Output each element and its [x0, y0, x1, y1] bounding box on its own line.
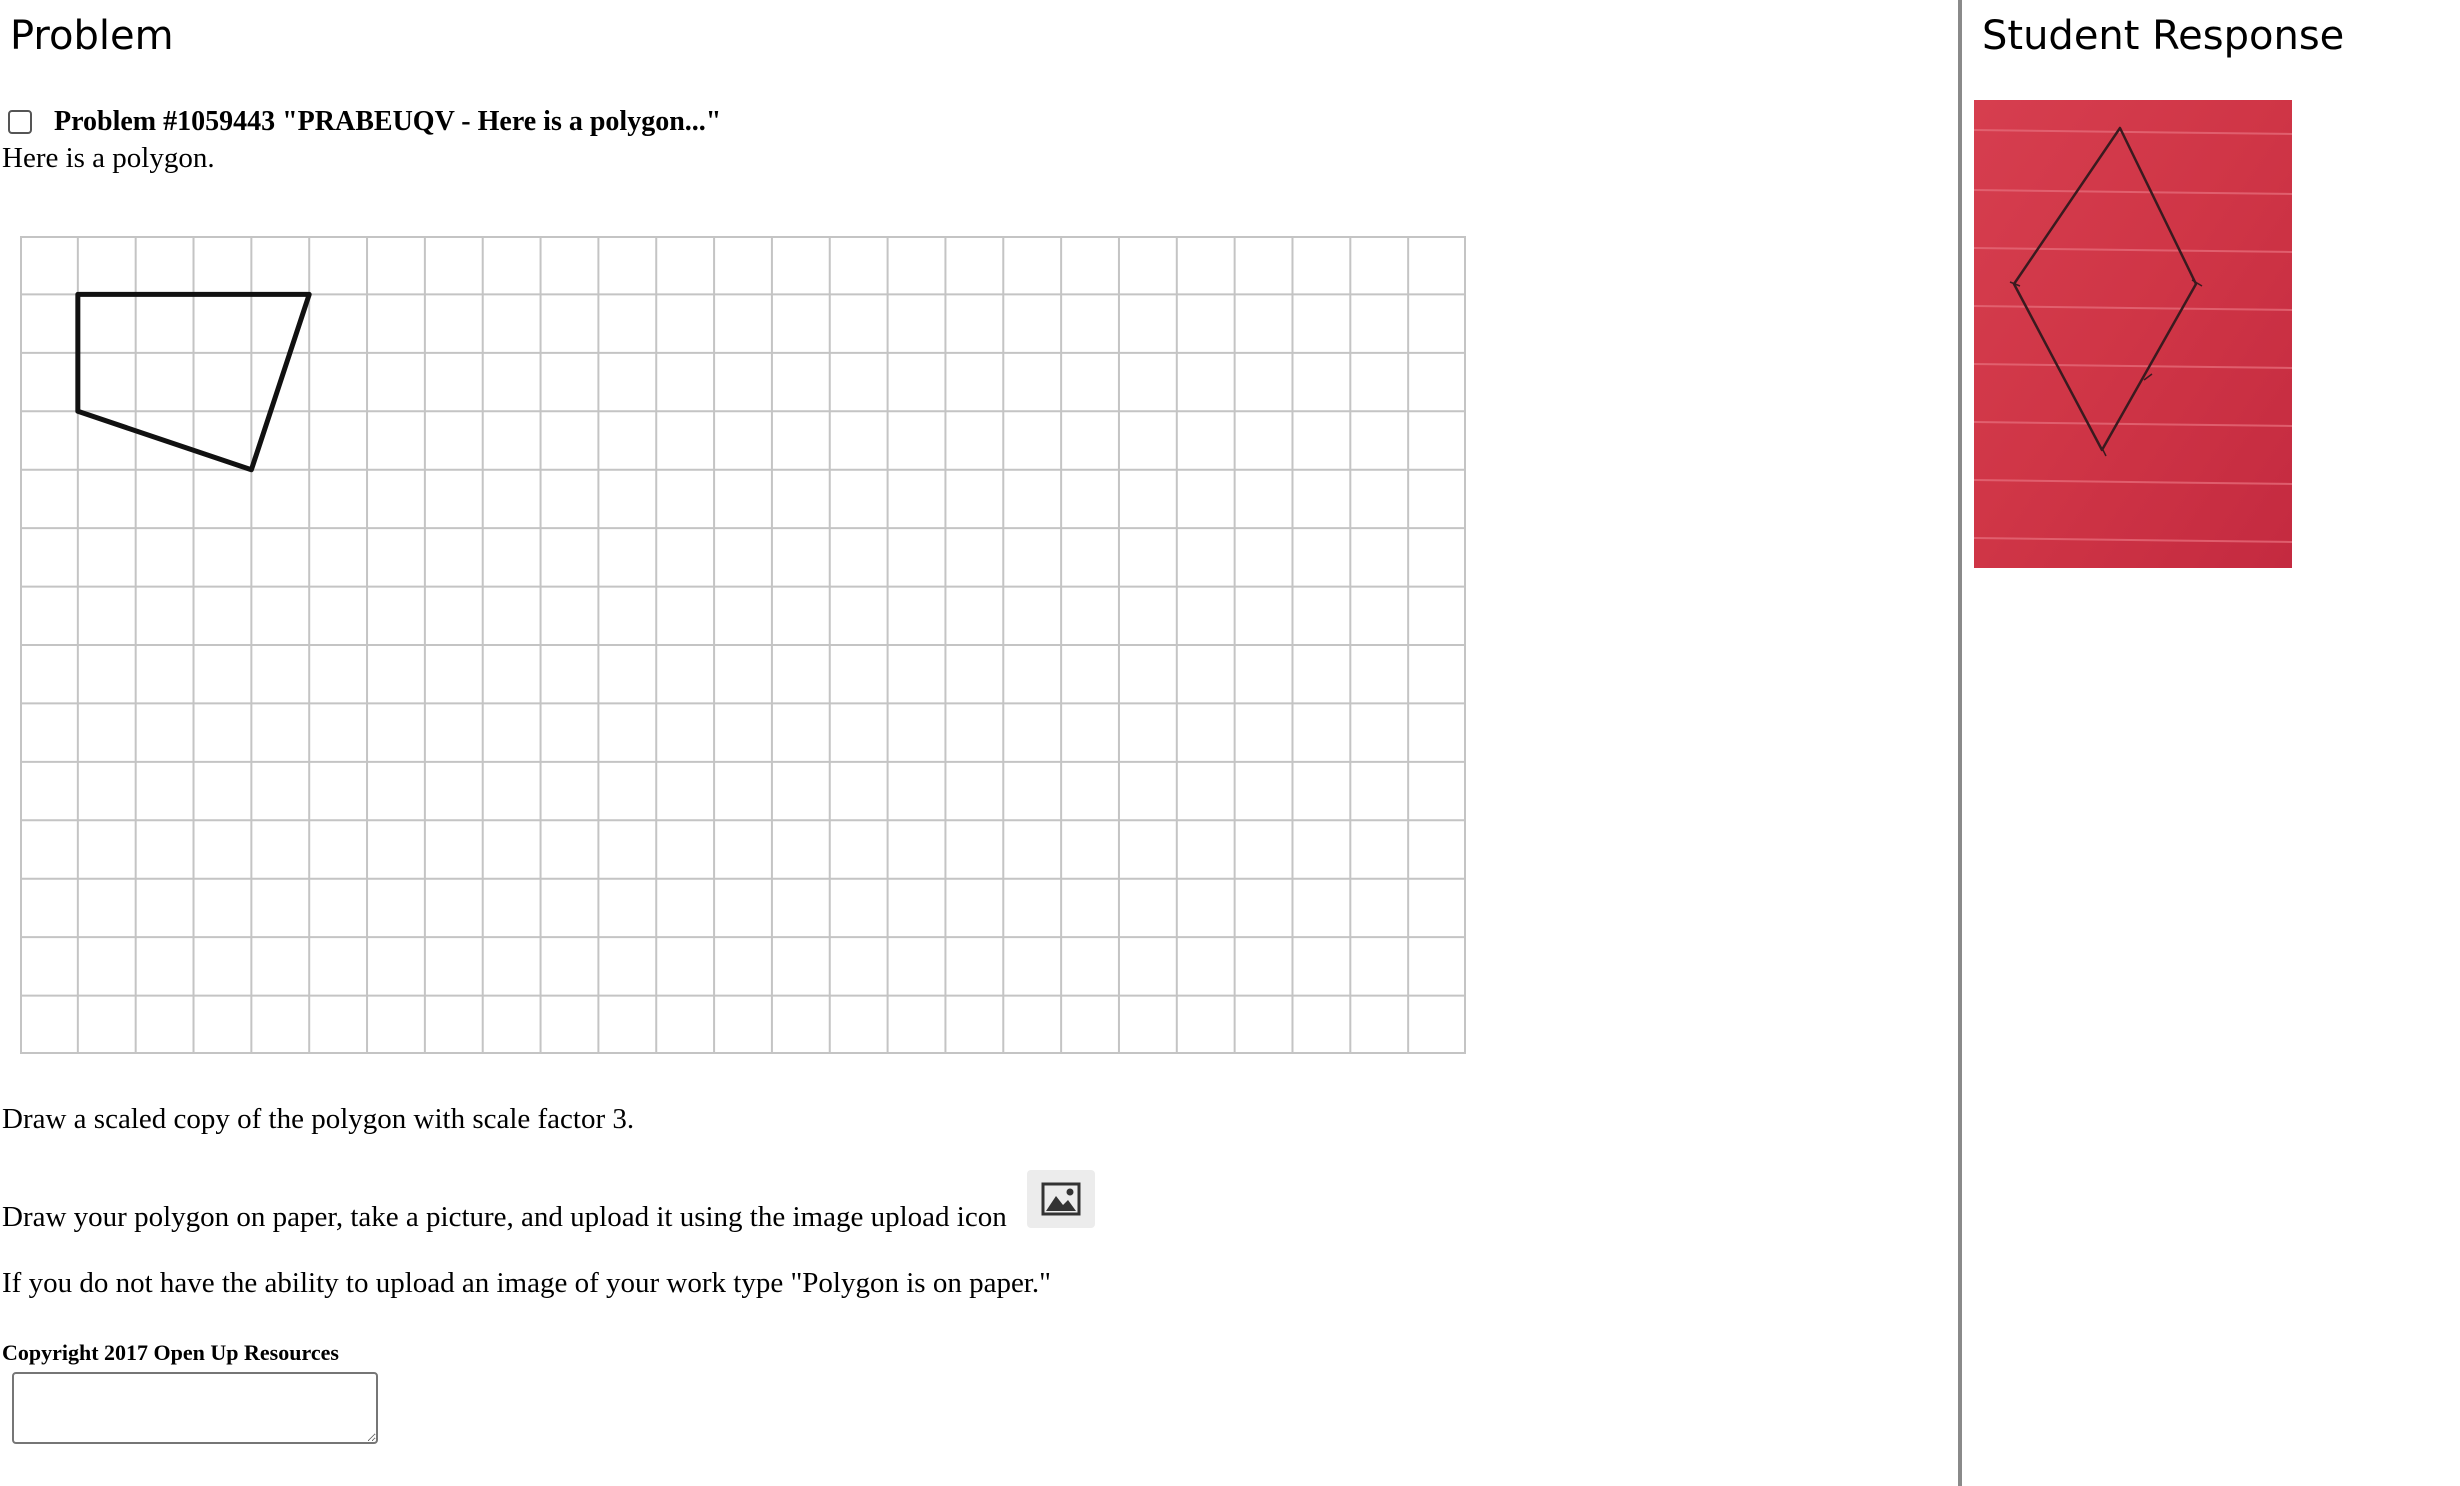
- scale-instruction-text: Draw a scaled copy of the polygon with scale factor 3.: [2, 1103, 635, 1135]
- upload-instruction-text: Draw your polygon on paper, take a picture, and upload it using the image upload icon: [2, 1201, 1007, 1233]
- student-response-heading: Student Response: [1982, 13, 2345, 59]
- answer-input[interactable]: [12, 1372, 378, 1444]
- problem-title: Problem #1059443 "PRABEUQV - Here is a polygon...": [54, 106, 722, 137]
- fallback-instruction-text: If you do not have the ability to upload an image of your work type "Polygon is on paper.": [2, 1267, 1051, 1299]
- polygon-grid-figure: [20, 236, 1466, 1054]
- problem-intro-text: Here is a polygon.: [2, 142, 215, 174]
- copyright-notice: Copyright 2017 Open Up Resources: [2, 1340, 339, 1365]
- problem-select-checkbox[interactable]: [8, 110, 32, 134]
- image-icon: [1041, 1182, 1081, 1216]
- problem-title-row: [8, 104, 721, 140]
- student-response-image[interactable]: [1974, 100, 2292, 568]
- problem-heading: Problem: [10, 13, 174, 59]
- student-response-panel: [1962, 0, 2460, 1486]
- image-upload-button[interactable]: [1027, 1170, 1095, 1228]
